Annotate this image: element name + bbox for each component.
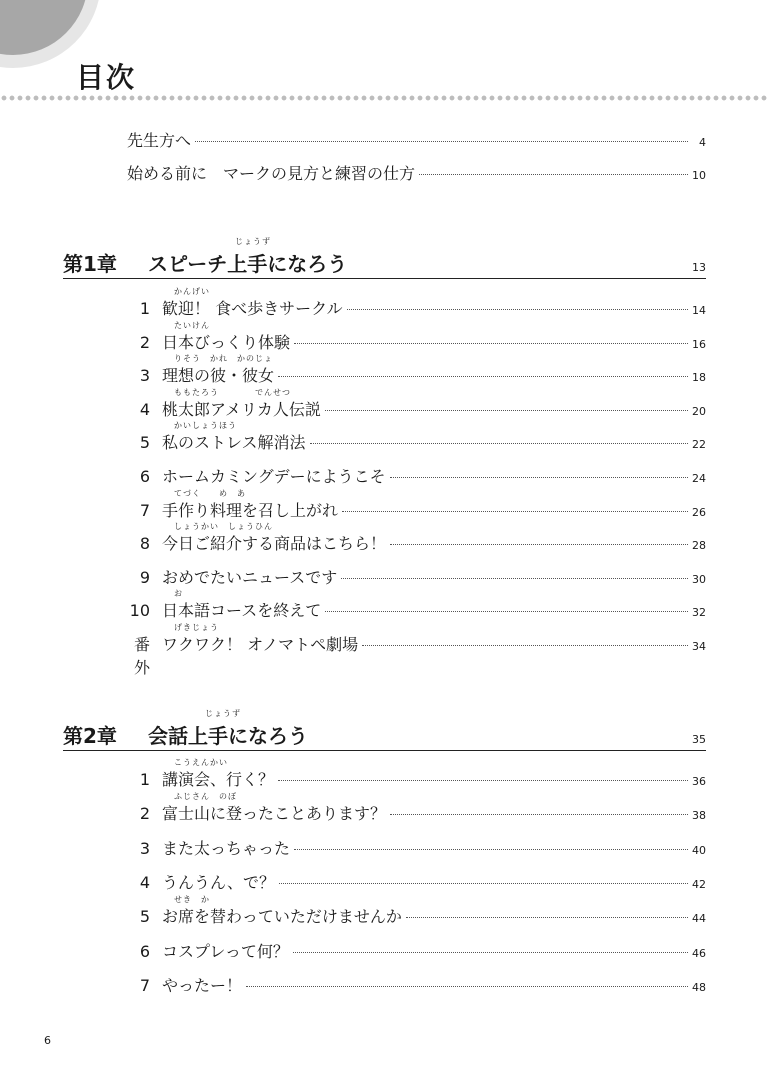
dot-leader [294, 343, 688, 344]
dot-leader [419, 174, 688, 175]
toc-entry[interactable] [120, 430, 706, 453]
toc-entry-page: 18 [692, 371, 706, 385]
dot-leader [279, 883, 688, 884]
toc-entry-page: 38 [692, 809, 706, 823]
dot-leader [310, 443, 688, 444]
toc-entry-ruby: お [174, 589, 183, 599]
toc-entry-page: 30 [692, 572, 706, 586]
toc-entry-number: 7 [139, 500, 150, 520]
toc-entry-ruby: げきじょう [174, 623, 219, 632]
toc-entry-title: ワクワク！ オノマトペ劇場 [162, 635, 359, 654]
toc-entry-ruby: てづく め あ [174, 488, 246, 498]
toc-entry-title: 講演会、行く？ [162, 770, 275, 789]
toc-entry[interactable] [120, 904, 706, 927]
dot-leader [406, 917, 688, 918]
chapter-title: スピーチ上手になろう [148, 252, 348, 276]
toc-entry[interactable] [120, 296, 706, 319]
dot-leader [362, 645, 688, 646]
toc-entry-number: 3 [139, 366, 150, 386]
dot-leader [341, 578, 688, 579]
toc-entry[interactable] [120, 801, 706, 824]
chapter-2-rule [63, 750, 706, 751]
toc-entry-number: 6 [139, 467, 150, 486]
toc-entry[interactable] [120, 870, 706, 893]
toc-entry-page: 28 [692, 539, 706, 553]
dot-leader [342, 511, 688, 512]
toc-entry-page: 4 [699, 136, 706, 149]
toc-entry-page: 10 [692, 169, 706, 182]
toc-entry-ruby: こうえんかい [174, 758, 228, 767]
toc-entry-page: 46 [692, 946, 706, 960]
toc-entry-title: 日本語コースを終えて [162, 601, 322, 621]
chapter-label: 第1章 [63, 252, 117, 276]
page-title: 目次 [76, 61, 137, 94]
dot-leader [195, 141, 688, 142]
toc-entry-page: 32 [692, 606, 706, 620]
toc-entry-number: 5 [139, 433, 150, 453]
toc-entry-page: 22 [692, 438, 706, 452]
toc-entry-ruby: りそう かれ かのじょ [174, 354, 273, 364]
toc-entry-title: おめでたいニュースです [162, 567, 338, 587]
toc-entry[interactable] [120, 632, 706, 678]
toc-entry-page: 24 [692, 472, 706, 485]
chapter-1-heading[interactable] [63, 248, 706, 277]
toc-entry-number: 2 [139, 332, 150, 352]
toc-entry-page: 48 [692, 980, 706, 994]
toc-entry-title: 桃太郎アメリカ人伝説 [162, 399, 321, 419]
toc-entry-number: 2 [139, 804, 150, 824]
toc-entry-number: 5 [139, 907, 150, 927]
dot-leader [278, 376, 688, 377]
toc-entry[interactable] [120, 767, 706, 790]
toc-entry-ruby: しょうかい しょうひん [174, 522, 273, 532]
toc-entry-number: 7 [139, 975, 150, 995]
toc-entry[interactable] [120, 397, 706, 420]
toc-entry-ruby: ももたろう でんせつ [174, 387, 291, 397]
toc-entry-title: うんうん、で？ [162, 872, 275, 892]
toc-entry-number: 6 [139, 941, 150, 961]
toc-entry[interactable] [120, 939, 706, 962]
toc-entry-ruby: ふじさん のぼ [174, 792, 237, 802]
dot-leader [278, 780, 688, 781]
toc-entry-title: 手作り料理を召し上がれ [162, 500, 339, 520]
toc-entry-number: 9 [139, 567, 150, 587]
toc-entry-page: 44 [692, 912, 706, 926]
toc-entry-title: コスプレって何？ [162, 941, 289, 961]
toc-entry[interactable] [120, 565, 706, 588]
chapter-title: 会話上手になろう [148, 724, 308, 748]
dotted-divider [0, 94, 768, 102]
dot-leader [246, 986, 688, 987]
dot-leader [294, 849, 688, 850]
toc-entry-title: 富士山に登ったことあります？ [162, 804, 387, 824]
toc-entry-number: 1 [139, 770, 150, 789]
toc-entry-ruby: せき か [174, 895, 210, 905]
toc-entry[interactable] [120, 973, 706, 996]
toc-entry-number: 1 [139, 299, 150, 318]
dot-leader [390, 814, 688, 815]
toc-entry[interactable] [120, 464, 706, 487]
toc-entry[interactable] [120, 598, 706, 621]
dot-leader [390, 544, 688, 545]
toc-entry[interactable] [120, 531, 706, 554]
toc-entry-front-2[interactable] [127, 161, 706, 184]
dot-leader [325, 410, 688, 411]
toc-entry-title: 私のストレス解消法 [162, 433, 306, 453]
toc-entry-title: やったー！ [162, 975, 243, 995]
chapter-2-ruby: じょうず [205, 709, 241, 718]
toc-entry-title: 始める前に マークの見方と練習の仕方 [127, 164, 416, 183]
toc-entry-page: 34 [692, 640, 706, 653]
toc-entry[interactable] [120, 330, 706, 353]
toc-entry-page: 36 [692, 775, 706, 788]
chapter-page: 13 [692, 261, 706, 274]
dot-leader [293, 952, 688, 953]
toc-entry-number: 4 [139, 399, 150, 419]
toc-entry-front-1[interactable] [127, 128, 706, 151]
toc-entry-number: 10 [129, 601, 150, 621]
toc-entry-title: また太っちゃった [162, 838, 291, 858]
toc-entry-page: 26 [692, 505, 706, 519]
dot-leader [325, 611, 688, 612]
toc-entry-page: 16 [692, 337, 706, 351]
toc-entry-number: 4 [139, 872, 150, 892]
toc-entry-page: 42 [692, 877, 706, 891]
chapter-1-rule [63, 278, 706, 279]
toc-entry-title: ホームカミングデーにようこそ [162, 467, 386, 486]
toc-entry-title: お席を替わっていただけませんか [162, 907, 402, 927]
toc-entry-ruby: たいけん [174, 320, 210, 330]
toc-entry[interactable] [120, 836, 706, 859]
chapter-2-heading[interactable] [63, 720, 706, 749]
toc-entry-title: 先生方へ [127, 131, 192, 150]
toc-entry[interactable] [120, 498, 706, 521]
dot-leader [390, 477, 688, 478]
toc-entry-title: 歓迎！ 食べ歩きサークル [162, 299, 343, 318]
page-number: 6 [44, 1034, 51, 1047]
toc-entry-page: 14 [692, 304, 706, 317]
toc-entry-number: 8 [139, 534, 150, 554]
toc-entry-ruby: かんげい [174, 287, 210, 296]
toc-entry-number: 番外 [133, 635, 150, 677]
toc-entry-title: 日本びっくり体験 [162, 332, 291, 352]
toc-entry-number: 3 [139, 838, 150, 858]
chapter-1-ruby: じょうず [235, 237, 271, 246]
chapter-page: 35 [692, 733, 706, 746]
toc-entry-page: 40 [692, 843, 706, 857]
toc-entry-title: 今日ご紹介する商品はこちら！ [162, 534, 387, 554]
toc-entry-title: 理想の彼・彼女 [162, 366, 275, 386]
toc-entry[interactable] [120, 363, 706, 386]
toc-entry-ruby: かいしょうほう [174, 421, 237, 431]
toc-entry-page: 20 [692, 404, 706, 418]
dot-leader [347, 309, 688, 310]
chapter-label: 第2章 [63, 724, 117, 748]
